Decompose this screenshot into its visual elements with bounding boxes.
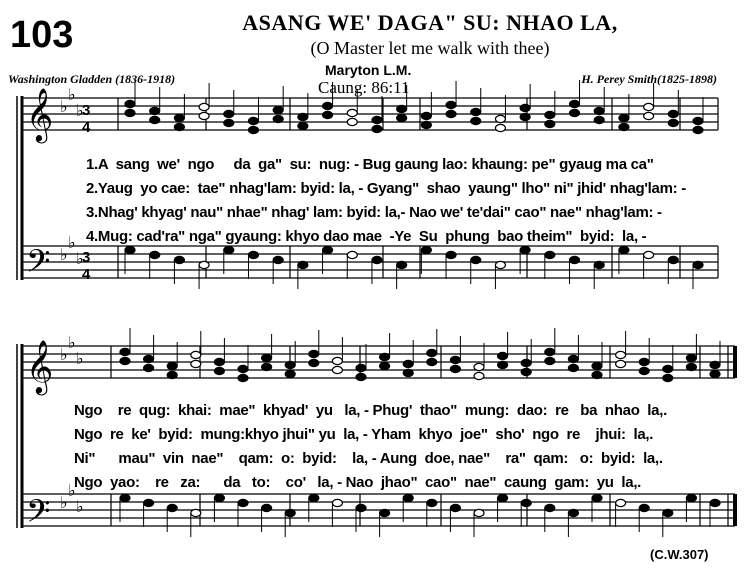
note-bass-1-17: [520, 246, 530, 253]
note-treble-1-15: [471, 108, 481, 115]
note-bass-1-18: [545, 251, 555, 258]
note-treble-2-17: [498, 352, 508, 359]
note-bass-1-10: [347, 251, 357, 258]
note-treble-2-25: [686, 354, 696, 361]
note-treble-lower-2-11: [356, 373, 366, 380]
composer-credit: H. Perey Smith(1825-1898): [581, 72, 717, 86]
note-treble-2-4: [191, 351, 201, 358]
note-treble-2-19: [545, 348, 555, 355]
note-treble-2-3: [167, 362, 177, 369]
note-treble-1-2: [150, 107, 160, 114]
note-treble-lower-2-13: [403, 369, 413, 376]
key-flat-2-treble-1: ♭: [60, 345, 68, 364]
note-bass-2-19: [545, 504, 555, 511]
note-treble-1-1: [125, 100, 135, 107]
note-treble-lower-2-10: [332, 366, 342, 373]
key-flat-1-bass-1: ♭: [60, 245, 68, 264]
svg-text:𝄢: 𝄢: [26, 243, 51, 287]
note-bass-1-15: [471, 256, 481, 263]
note-bass-2-26: [710, 499, 720, 506]
meter-label: Caung: 86:11: [318, 78, 410, 97]
note-bass-1-20: [594, 261, 604, 268]
note-treble-lower-1-14: [446, 110, 456, 117]
note-treble-lower-1-9: [323, 111, 333, 118]
key-flat-1-treble-1: ♭: [60, 97, 68, 116]
note-treble-2-24: [663, 365, 673, 372]
note-treble-2-11: [356, 364, 366, 371]
note-treble-lower-1-24: [693, 126, 703, 133]
key-flat-1-bass-3: ♭: [76, 249, 84, 268]
note-treble-1-24: [693, 117, 703, 124]
note-treble-1-3: [174, 114, 184, 121]
note-treble-1-20: [594, 107, 604, 114]
note-treble-lower-2-14: [427, 358, 437, 365]
note-treble-lower-1-10: [347, 118, 357, 125]
note-treble-1-23: [668, 110, 678, 117]
key-flat-2-bass-2: ♭: [68, 481, 76, 500]
note-treble-2-7: [262, 354, 272, 361]
note-treble-lower-2-2: [144, 364, 154, 371]
lyric-line-2-1: Ngo re qug: khai: mae" khyad' yu la, - Phug' thao" mung: dao: re ba nhao la,.: [74, 402, 667, 419]
key-flat-2-treble-3: ♭: [76, 349, 84, 368]
note-treble-lower-1-3: [174, 123, 184, 130]
lyric-line-2-3: Ni" mau" vin nae" qam: o: byid: la, - Aung doe, nae" ra" qam: o: byid: la,.: [74, 450, 663, 467]
note-bass-1-12: [397, 261, 407, 268]
note-bass-1-13: [421, 246, 431, 253]
note-bass-2-7: [262, 504, 272, 511]
key-flat-1-bass-2: ♭: [68, 233, 76, 252]
note-bass-2-17: [498, 494, 508, 501]
svg-text:𝄢: 𝄢: [26, 493, 51, 537]
note-treble-1-19: [570, 100, 580, 107]
note-treble-lower-1-18: [545, 120, 555, 127]
note-treble-1-21: [619, 114, 629, 121]
time-signature-top-2: 3: [82, 249, 91, 266]
note-treble-lower-1-4: [199, 112, 209, 119]
note-treble-2-13: [403, 360, 413, 367]
note-bass-2-10: [332, 499, 342, 506]
note-treble-2-12: [380, 353, 390, 360]
note-bass-2-14: [427, 499, 437, 506]
note-treble-lower-1-1: [125, 109, 135, 116]
note-bass-1-19: [570, 256, 580, 263]
note-treble-lower-2-23: [639, 367, 649, 374]
note-treble-2-20: [568, 355, 578, 362]
note-bass-2-1: [120, 494, 130, 501]
note-treble-2-1: [120, 348, 130, 355]
note-bass-1-5: [224, 246, 234, 253]
note-treble-lower-2-9: [309, 359, 319, 366]
note-treble-2-5: [214, 358, 224, 365]
note-bass-1-24: [693, 261, 703, 268]
note-treble-lower-1-20: [594, 116, 604, 123]
svg-text:𝄞: 𝄞: [26, 87, 54, 141]
tune-name: Maryton L.M.: [325, 62, 412, 78]
note-treble-lower-1-11: [372, 125, 382, 132]
author-credit: Washington Gladden (1836-1918): [8, 72, 176, 86]
note-bass-2-8: [285, 509, 295, 516]
lyric-line-2-4: Ngo yao: re za: da to: co' la, - Nao jhao" cao" nae" caung gam: yu la,.: [74, 474, 642, 491]
hymn-subtitle: (O Master let me walk with thee): [310, 38, 550, 58]
note-treble-lower-2-6: [238, 374, 248, 381]
note-treble-1-7: [273, 106, 283, 113]
note-treble-lower-2-24: [663, 374, 673, 381]
note-treble-lower-2-21: [592, 371, 602, 378]
note-treble-lower-2-5: [214, 367, 224, 374]
copyright-code: (C.W.307): [650, 547, 709, 562]
note-treble-lower-2-20: [568, 364, 578, 371]
note-treble-2-8: [285, 361, 295, 368]
note-treble-lower-2-3: [167, 371, 177, 378]
note-treble-2-18: [521, 359, 531, 366]
note-treble-lower-2-22: [616, 360, 626, 367]
note-bass-2-3: [167, 504, 177, 511]
note-treble-2-2: [144, 355, 154, 362]
note-treble-lower-1-19: [570, 109, 580, 116]
note-bass-1-21: [619, 246, 629, 253]
note-treble-1-22: [644, 103, 654, 110]
note-treble-1-14: [446, 101, 456, 108]
note-treble-lower-1-8: [298, 122, 308, 129]
note-bass-2-23: [639, 504, 649, 511]
note-bass-1-8: [298, 261, 308, 268]
note-treble-lower-2-16: [474, 372, 484, 379]
note-treble-2-26: [710, 361, 720, 368]
bass-clef-1: [26, 243, 50, 287]
note-bass-2-18: [521, 499, 531, 506]
note-treble-lower-2-19: [545, 357, 555, 364]
note-bass-1-22: [644, 251, 654, 258]
note-bass-2-16: [474, 509, 484, 516]
note-treble-lower-1-21: [619, 123, 629, 130]
note-bass-1-3: [174, 256, 184, 263]
note-treble-lower-1-6: [248, 126, 258, 133]
svg-text:𝄞: 𝄞: [26, 339, 54, 393]
note-treble-lower-1-13: [421, 121, 431, 128]
note-bass-2-13: [403, 494, 413, 501]
note-treble-lower-2-8: [285, 370, 295, 377]
note-bass-1-4: [199, 261, 209, 268]
note-bass-2-6: [238, 499, 248, 506]
note-treble-2-21: [592, 362, 602, 369]
hymn-title: ASANG WE' DAGA" SU: NHAO LA,: [242, 10, 618, 35]
note-bass-2-15: [450, 504, 460, 511]
note-treble-2-14: [427, 349, 437, 356]
bass-clef-2: [26, 493, 50, 537]
note-bass-2-2: [144, 499, 154, 506]
key-flat-1-treble-3: ♭: [76, 101, 84, 120]
note-treble-lower-1-5: [224, 119, 234, 126]
note-treble-1-16: [495, 115, 505, 122]
note-treble-2-6: [238, 365, 248, 372]
note-bass-2-21: [592, 494, 602, 501]
note-treble-lower-1-16: [495, 124, 505, 131]
note-treble-lower-2-25: [686, 363, 696, 370]
lyric-line-1-4: 4.Mug: cad'ra" nga" gyaung: khyo dao mae -Ye Su phung bao theim" byid: la, -: [86, 228, 647, 245]
note-bass-2-22: [616, 499, 626, 506]
note-treble-1-9: [323, 102, 333, 109]
note-treble-2-15: [450, 356, 460, 363]
note-treble-1-12: [397, 105, 407, 112]
note-treble-2-22: [616, 351, 626, 358]
note-treble-lower-2-12: [380, 362, 390, 369]
note-treble-1-10: [347, 109, 357, 116]
note-treble-lower-1-22: [644, 112, 654, 119]
note-bass-2-4: [191, 509, 201, 516]
note-bass-2-5: [214, 494, 224, 501]
note-treble-lower-1-2: [150, 116, 160, 123]
note-bass-2-24: [663, 509, 673, 516]
note-treble-2-9: [309, 350, 319, 357]
key-flat-2-bass-3: ♭: [76, 497, 84, 516]
note-bass-2-9: [309, 494, 319, 501]
note-treble-1-8: [298, 113, 308, 120]
note-treble-1-6: [248, 117, 258, 124]
time-signature-bottom-2: 4: [82, 266, 91, 283]
note-treble-1-4: [199, 103, 209, 110]
note-bass-2-11: [356, 504, 366, 511]
note-treble-1-17: [520, 104, 530, 111]
note-bass-1-23: [668, 256, 678, 263]
note-bass-1-6: [248, 251, 258, 258]
key-flat-2-bass-1: ♭: [60, 493, 68, 512]
note-treble-lower-2-17: [498, 361, 508, 368]
note-treble-lower-2-26: [710, 370, 720, 377]
hymn-number: 103: [10, 14, 74, 56]
note-treble-lower-2-1: [120, 357, 130, 364]
lyric-line-2-2: Ngo re ke' byid: mung:khyo jhui" yu la, - Yham khyo joe" sho' ngo re jhui: la,.: [74, 426, 654, 443]
note-treble-2-23: [639, 358, 649, 365]
note-treble-2-16: [474, 363, 484, 370]
note-treble-lower-2-7: [262, 363, 272, 370]
note-bass-2-25: [686, 494, 696, 501]
note-treble-2-10: [332, 357, 342, 364]
note-treble-lower-2-4: [191, 360, 201, 367]
treble-clef-2: [26, 339, 53, 395]
note-treble-lower-1-12: [397, 114, 407, 121]
note-bass-1-9: [323, 246, 333, 253]
note-bass-1-7: [273, 256, 283, 263]
key-flat-1-treble-2: ♭: [68, 85, 76, 104]
note-treble-lower-1-15: [471, 117, 481, 124]
note-treble-1-5: [224, 110, 234, 117]
note-treble-lower-1-17: [520, 113, 530, 120]
note-bass-2-20: [568, 509, 578, 516]
note-bass-1-2: [150, 251, 160, 258]
note-treble-1-18: [545, 111, 555, 118]
treble-clef-1: [26, 87, 53, 143]
note-treble-1-13: [421, 112, 431, 119]
time-signature-top-1: 3: [82, 102, 91, 119]
lyric-line-1-2: 2.Yaug yo cae: tae" nhag'lam: byid: la, - Gyang" shao yaung" lho" ni" jhid' nhag'lam: -: [86, 180, 686, 197]
note-treble-lower-1-23: [668, 119, 678, 126]
note-treble-1-11: [372, 116, 382, 123]
lyric-line-1-3: 3.Nhag' khyag' nau" nhae" nhag' lam: byid: la,- Nao we' te'dai" cao" nae" nhag'lam: -: [86, 204, 662, 221]
note-bass-1-14: [446, 251, 456, 258]
note-bass-1-11: [372, 256, 382, 263]
note-bass-2-12: [380, 509, 390, 516]
note-bass-1-1: [125, 246, 135, 253]
note-bass-1-16: [495, 261, 505, 268]
key-flat-2-treble-2: ♭: [68, 333, 76, 352]
time-signature-bottom-1: 4: [82, 119, 91, 136]
note-treble-lower-2-15: [450, 365, 460, 372]
lyric-line-1-1: 1.A sang we' ngo da ga" su: nug: - Bug gaung lao: khaung: pe" gyaug ma ca": [86, 156, 654, 173]
note-treble-lower-1-7: [273, 115, 283, 122]
note-treble-lower-2-18: [521, 368, 531, 375]
